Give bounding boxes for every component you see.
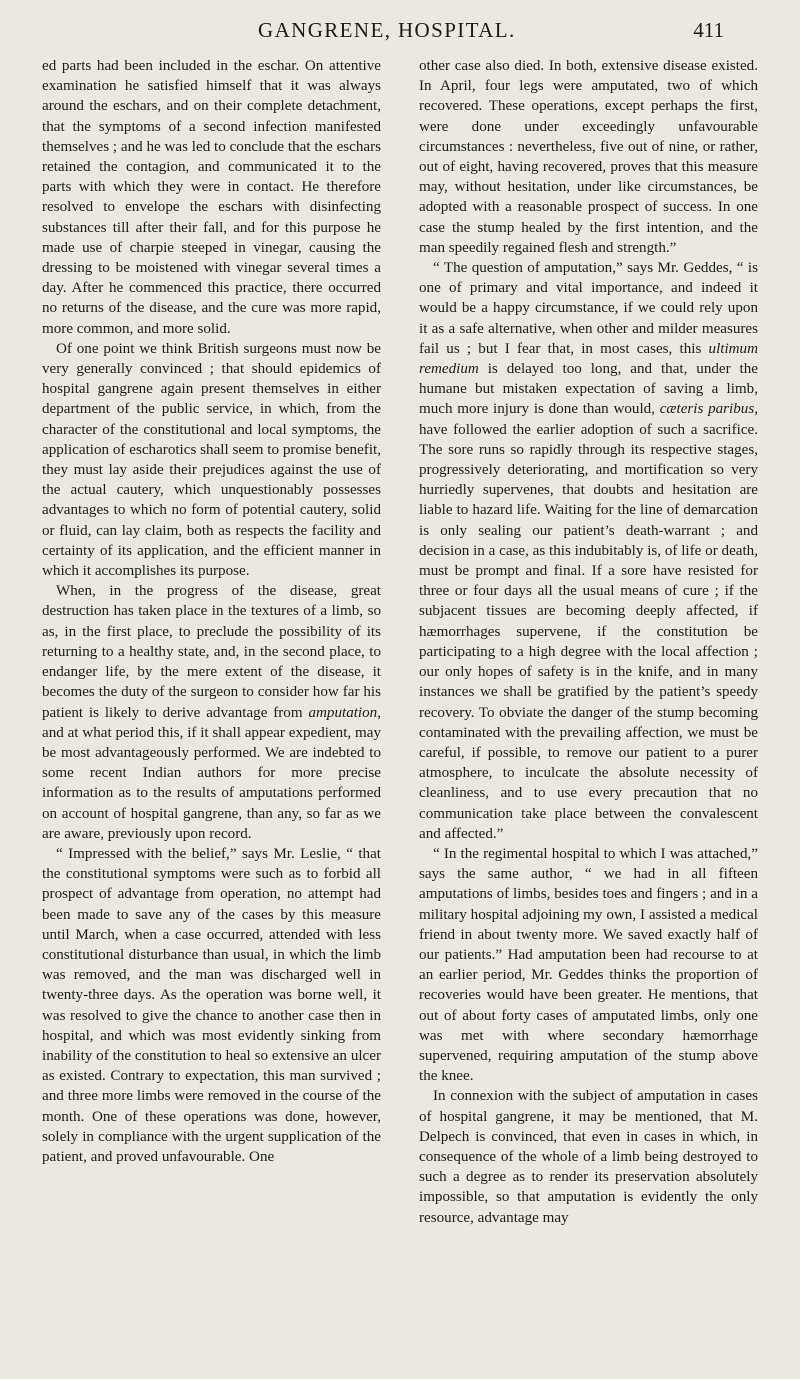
paragraph: “ The question of amputation,” says Mr. Geddes, “ is one of primary and vital importance, and indeed it would be a happy circumstance, if we could rely upon it as a safe alternative, when other and milder measures fail us ; but I fear that, in most cases, this ultimum remedium is delayed too long, and that, under the humane but mistaken expectation of saving a limb, much more injury is done than would, cæteris paribus, have followed the earlier adoption of such a sacrifice. The sore runs so rapidly through its respective stages, progressively deteriorating, and mortification so very hurriedly supervenes, that doubts and hesitation are liable to hazard life. Waiting for the line of demarcation is only sealing our patient’s death-warrant ; and decision in a case, as this indubitably is, of life or death, must be prompt and final. If a sore have resisted for three or four days all the usual means of cure ; if the subjacent tissues are becoming deeply affected, if hæmorrhages supervene, if the constitution be participating to a high degree with the local affection ; our only hopes of safety is in the knife, and in many instances we shall be gratified by the patient’s speedy recovery. To obviate the danger of the stump becoming contaminated with the prevailing affection, we must be careful, if possible, to remove our patient to a purer atmosphere, to inculcate the absolute necessity of cleanliness, and to use every precaution that no communication take place between the convalescent and affected.” (419, 260, 758, 842)
italic-term: amputation (308, 704, 378, 721)
left-column (42, 56, 381, 1167)
paragraph: “ Impressed with the belief,” says Mr. Leslie, “ that the constitutional symptoms were such as to forbid all prospect of advantage from operation, no attempt had been made to save any of the cases by this measure until March, when a case occurred, attended with less constitutional disturbance than usual, in which the limb was removed, and the man was discharged well in twenty-three days. As the operation was borne well, it was resolved to give the chance to another case then in hospital, and which was most evidently sinking from inability of the constitution to heal so extensive an ulcer as existed. Contrary to expectation, this man survived ; and three more limbs were removed in the course of the month. One of these operations was done, however, solely in compliance with the urgent supplication of the patient, and proved unfavourable. One (42, 845, 381, 1165)
right-column (419, 56, 758, 1228)
paragraph: In connexion with the subject of amputation in cases of hospital gangrene, it may be mentioned, that M. Delpech is convinced, that even in cases in which, in consequence of the whole of a limb being destroyed to such a degree as to render its preservation absolutely impossible, so that amputation is evidently the only resource, advantage may (419, 1088, 758, 1226)
page-number: 411 (693, 18, 724, 42)
running-title: GANGRENE, HOSPITAL. (258, 18, 516, 42)
paragraph: When, in the progress of the disease, great destruction has taken place in the textures of a limb, so as, in the first place, to preclude the possibility of its returning to a healthy state, and, in the second place, to endanger life, by the mere extent of the disease, it becomes the duty of the surgeon to consider how far his patient is likely to derive advantage from amputation, and at what period this, if it shall appear expedient, may be most advantageously performed. We are indebted to some recent Indian authors for more precise information as to the results of amputations performed on account of hospital gangrene, than any, so far as we are aware, previously upon record. (42, 583, 381, 842)
paragraph: “ In the regimental hospital to which I was attached,” says the same author, “ we had in all fifteen amputations of limbs, besides toes and fingers ; and in a military hospital adjoining my own, I assisted a medical friend in about twenty more. We saved exactly half of our patients.” Had amputation been had recourse to at an earlier period, Mr. Geddes thinks the proportion of recoveries would have been greater. He mentions, that out of about forty cases of amputated limbs, only one was met with where secondary hæmorrhage supervened, requiring amputation of the stump above the knee. (419, 845, 758, 1085)
paragraph: other case also died. In both, extensive disease existed. In April, four legs were amputated, two of which recovered. These operations, except perhaps the first, were done under exceedingly unfavourable circumstances : nevertheless, five out of nine, or rather, out of eight, having recovered, proves that this measure may, without hesitation, under like circumstances, be adopted with a reasonable prospect of success. In one case the stump healed by the first intention, and the man speedily regained flesh and strength.” (419, 58, 758, 256)
paragraph: ed parts had been included in the eschar. On attentive examination he satisfied himself that it was always around the eschars, and on their complete detachment, that the symptoms of a second infection manifested themselves ; and he was led to conclude that the eschars retained the contagion, and communicated it to the parts with which they were in contact. He therefore resolved to envelope the eschars with disinfecting substances till after their fall, and for this purpose he made use of charpie steeped in vinegar, causing the dressing to be moistened with vinegar several times a day. After he commenced this practice, there occurred no returns of the disease, and the cure was more rapid, more common, and more solid. (42, 58, 381, 337)
paragraph: Of one point we think British surgeons must now be very generally convinced ; that should epidemics of hospital gangrene again present themselves in either department of the public service, in which, from the character of the constitutional and local symptoms, the application of escharotics shall seem to promise benefit, they must lay aside their prejudices against the use of the actual cautery, which unquestionably possesses advantages to which no form of potential cautery, solid or fluid, can lay claim, both as respects the facility and certainty of its application, and the efficient manner in which it accomplishes its purpose. (42, 340, 381, 580)
running-head (0, 10, 800, 44)
italic-term: ultimum remedium (419, 340, 758, 378)
italic-term: cæteris paribus (659, 401, 755, 418)
